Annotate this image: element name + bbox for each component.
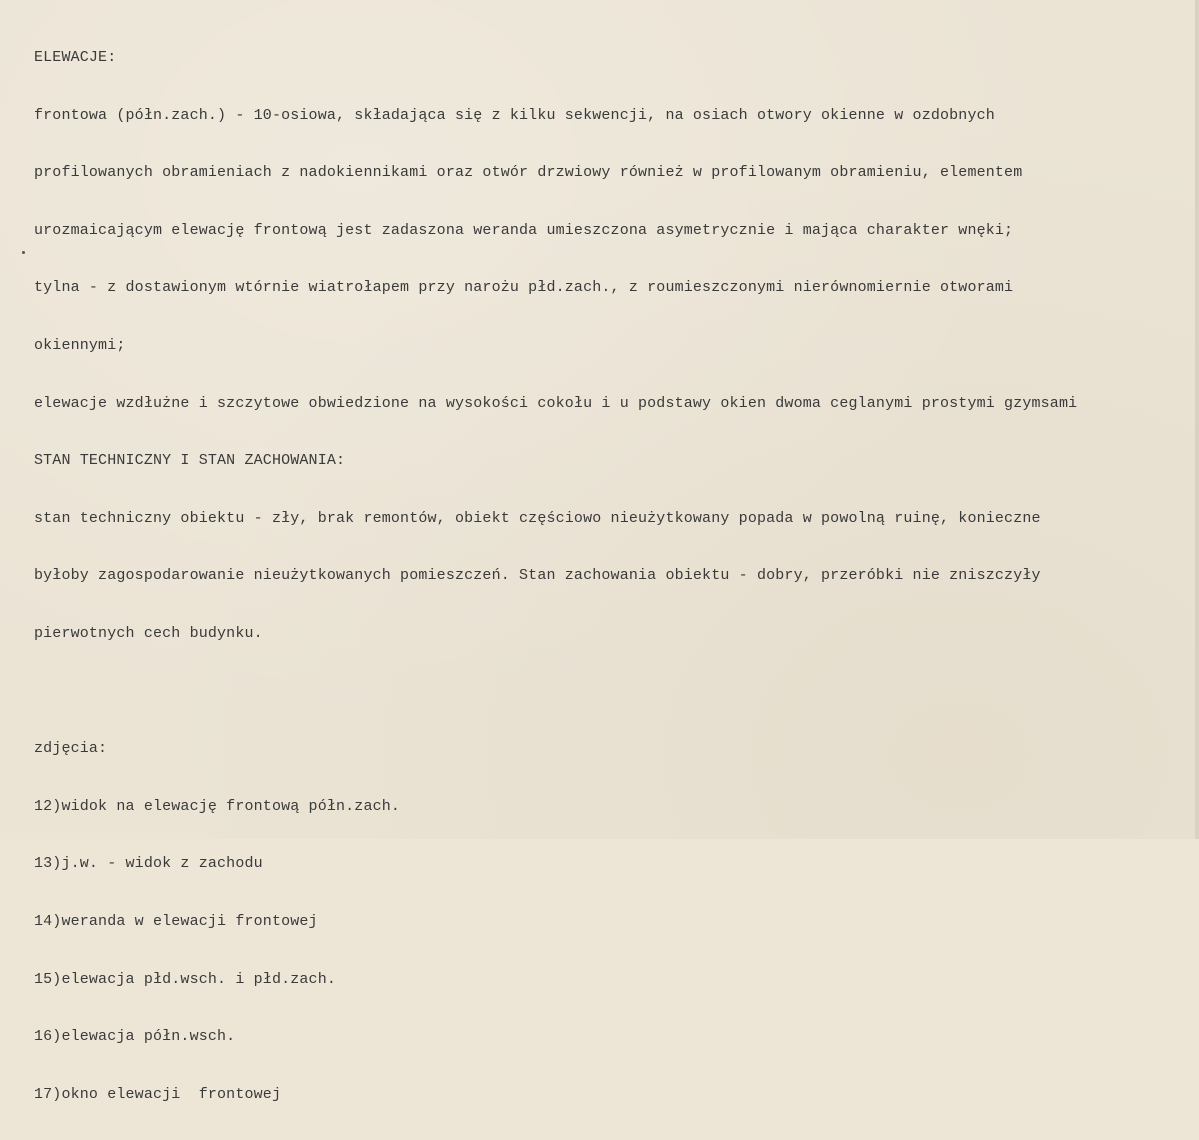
section-heading-stan: STAN TECHNICZNY I STAN ZACHOWANIA: bbox=[34, 452, 346, 470]
section-heading-elewacje: ELEWACJE: bbox=[34, 49, 117, 66]
elewacje-line: elewacje wzdłużne i szczytowe obwiedzione na wysokości cokołu i u podstawy okien dwoma ceglanymi prostymi gzymsami bbox=[34, 394, 1078, 412]
elewacje-line: urozmaicającym elewację frontową jest zadaszona weranda umieszczona asymetrycznie i mająca charakter wnęki; bbox=[34, 221, 1014, 239]
photo-list-item: 17)okno elewacji frontowej bbox=[34, 1085, 282, 1103]
stan-line: pierwotnych cech budynku. bbox=[34, 624, 263, 642]
elewacje-line: frontowa (półn.zach.) - 10-osiowa, składająca się z kilku sekwencji, na osiach otwory okienne w ozdobnych bbox=[34, 106, 995, 124]
section-heading-zdjecia: zdjęcia: bbox=[34, 740, 108, 758]
photo-list-item: 16)elewacja półn.wsch. bbox=[34, 1028, 236, 1046]
ink-speck bbox=[22, 251, 25, 254]
photo-list-item: 14)weranda w elewacji frontowej bbox=[34, 912, 318, 930]
elewacje-line: tylna - z dostawionym wtórnie wiatrołapem przy narożu płd.zach., z roumieszczonymi nierównomiernie otworami bbox=[34, 279, 1014, 297]
elewacje-line: okiennymi; bbox=[34, 336, 126, 354]
photo-list-item: 13)j.w. - widok z zachodu bbox=[34, 855, 263, 873]
stan-line: byłoby zagospodarowanie nieużytkowanych pomieszczeń. Stan zachowania obiektu - dobry, przeróbki nie zniszczyły bbox=[34, 567, 1041, 585]
photo-list-item: 15)elewacja płd.wsch. i płd.zach. bbox=[34, 970, 336, 988]
elewacje-line: profilowanych obramieniach z nadokiennikami oraz otwór drzwiowy również w profilowanym obramieniu, elementem bbox=[34, 164, 1023, 182]
typed-text-block bbox=[34, 12, 1194, 1140]
stan-line: stan techniczny obiektu - zły, brak remontów, obiekt częściowo nieużytkowany popada w powolną ruinę, konieczne bbox=[34, 509, 1041, 527]
photo-list-item: 12)widok na elewację frontową półn.zach. bbox=[34, 797, 401, 815]
page-edge bbox=[1195, 0, 1199, 839]
blank-line bbox=[34, 680, 1194, 704]
